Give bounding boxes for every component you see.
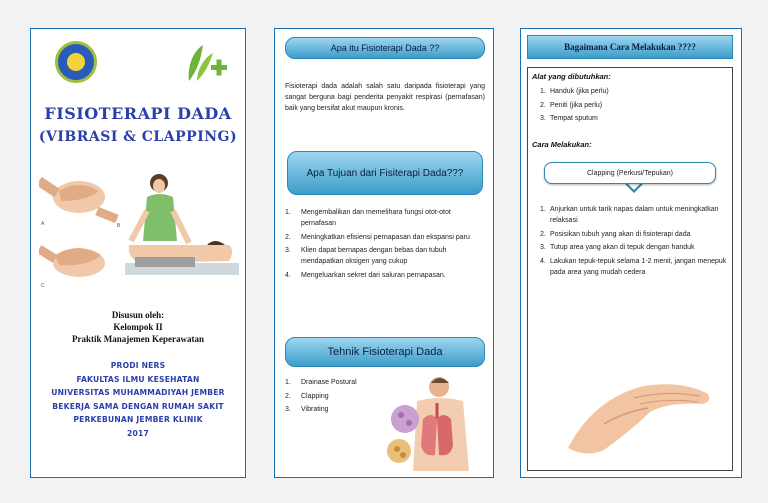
procedure-panel (520, 28, 742, 478)
list-item: 2. Clapping (285, 392, 329, 400)
institution-year: 2017 (127, 428, 149, 438)
list-item: 2. Posisikan tubuh yang akan di fisioterapi dada (540, 230, 691, 238)
list-item: 3. Klien dapat bernapas dengan bebas dan tubuh mendapatkan oksigen yang cukup (285, 247, 447, 265)
info-panel (274, 28, 494, 478)
brochure-title: FISIOTERAPI DADA (44, 104, 232, 123)
section-heading-techniques: Tehnik Fisioterapi Dada (285, 337, 485, 367)
brochure-subtitle: (VIBRASI & CLAPPING) (38, 129, 238, 145)
section-heading-procedure: Bagaimana Cara Melakukan ???? (527, 35, 733, 59)
cupped-hand-illustration (564, 368, 714, 458)
hospital-logo (183, 41, 231, 85)
therapist-patient-image (125, 174, 239, 275)
hands-vibration-image (39, 181, 117, 219)
technique-callout: Clapping (Perkusi/Tepukan) (544, 162, 716, 184)
hands-clapping-image (39, 248, 105, 277)
lungs-anatomy-illustration (387, 375, 479, 471)
institution-block (31, 359, 245, 440)
list-item: 1. Mengembalikan dan memelihara fungsi otot-otot pernafasan (285, 209, 451, 227)
university-logo (55, 41, 97, 83)
list-item: 3. Tutup area yang akan di tepuk dengan handuk (540, 244, 695, 251)
steps-label: Cara Melakukan: (532, 140, 592, 149)
procedure-box (527, 67, 733, 471)
chest-physiotherapy-illustration (39, 171, 239, 291)
author-block (31, 309, 245, 345)
list-item: 4. Lakukan tepuk-tepuk selama 1-2 menit, jangan menepuk pada area yang mudah cedera (540, 257, 727, 276)
institution-line: BEKERJA SAMA DENGAN RUMAH SAKIT (52, 401, 224, 411)
list-item: 1. Handuk (jika perlu) (540, 88, 609, 95)
cover-panel (30, 28, 246, 478)
figure-label-b: B (117, 223, 121, 229)
institution-line: PRODI NERS (110, 361, 166, 370)
list-item: 1. Drainase Postural (285, 379, 357, 386)
steps-list (534, 204, 728, 280)
definition-paragraph: Fisioterapi dada adalah salah satu daripada fisioterapi yang sangat berguna bagi penderita penyakit respirasi (pernafasan) baik yang bersifat akut maupun kronis. (285, 83, 485, 112)
list-item: 4. Mengeluarkan sekret dari saluran pernapasan. (285, 271, 446, 279)
figure-label-c: C (41, 283, 45, 289)
section-heading-definition: Apa itu Fisioterapi Dada ?? (285, 37, 485, 59)
author-label: Disusun oleh: (111, 310, 165, 320)
institution-line: PERKEBUNAN JEMBER KLINIK (73, 415, 203, 424)
institution-line: FAKULTAS ILMU KESEHATAN (76, 374, 200, 384)
tools-list (534, 86, 714, 127)
author-group: Kelompok II (113, 322, 163, 332)
list-item: 3. Tempat sputum (540, 115, 598, 122)
techniques-list (285, 377, 385, 418)
list-item: 3. Vibrating (285, 406, 329, 413)
institution-line: UNIVERSITAS MUHAMMADIYAH JEMBER (51, 388, 225, 397)
figure-label-a: A (41, 221, 45, 227)
tools-label: Alat yang dibutuhkan: (532, 72, 611, 81)
list-item: 2. Peniti (jika perlu) (540, 101, 603, 109)
list-item: 2. Meningkatkan efisiensi pernapasan dan ekspansi paru (285, 233, 470, 241)
section-heading-goals: Apa Tujuan dari Fisiterapi Dada??? (287, 151, 483, 195)
author-course: Praktik Manajemen Keperawatan (72, 334, 204, 344)
list-item: 1. Anjurkan untuk tarik napas dalam untuk meningkatkan relaksasi (540, 206, 719, 224)
goals-list (285, 207, 485, 283)
